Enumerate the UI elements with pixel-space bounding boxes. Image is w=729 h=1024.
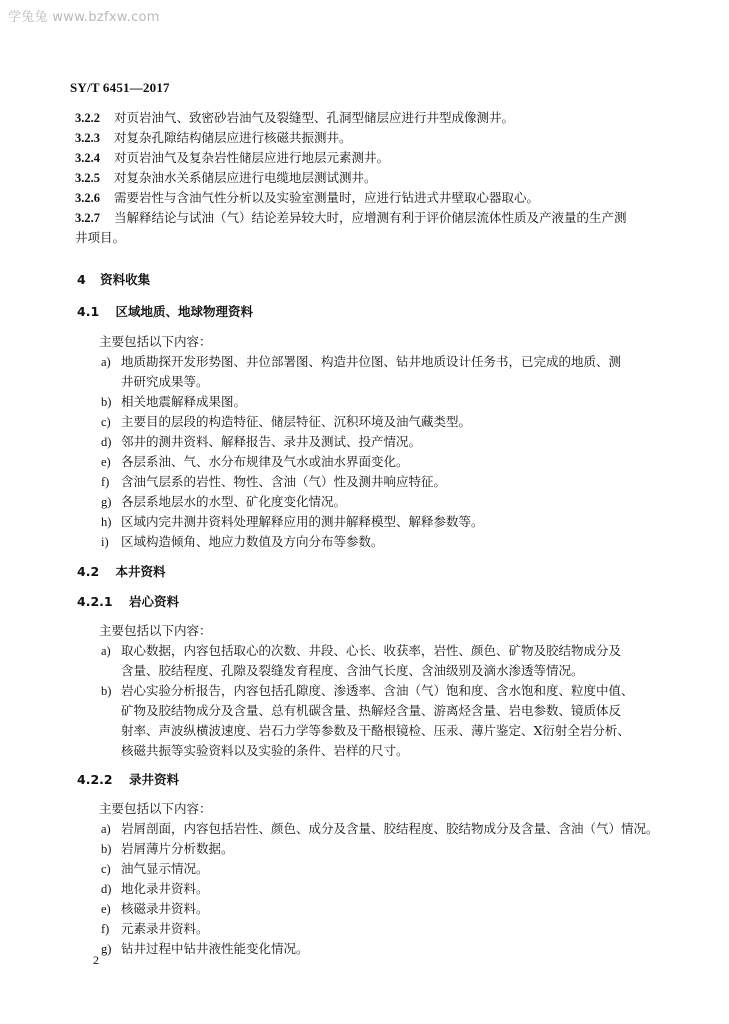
section-number: 4.1 bbox=[77, 304, 100, 319]
clause-line bbox=[75, 148, 627, 168]
list-item-text: 岩屑剖面，内容包括岩性、颜色、成分及含量、胶结程度、胶结物成分及含量、含油（气）情况。 bbox=[121, 821, 659, 836]
list-item-text: 各层系油、气、水分布规律及气水或油水界面变化。 bbox=[121, 454, 409, 469]
list-item-text: 地质勘探开发形势图、井位部署图、构造井位图、钻井地质设计任务书，已完成的地质、测 bbox=[121, 354, 622, 369]
list-item-label: f) bbox=[101, 475, 110, 489]
list-item-text: 含油气层系的岩性、物性、含油（气）性及测井响应特征。 bbox=[121, 474, 447, 489]
list-item-text: 核磁共振等实验资料以及实验的条件、岩样的尺寸。 bbox=[121, 743, 409, 758]
section-4-2-2-heading bbox=[77, 770, 179, 790]
clause-text: 对复杂油水关系储层应进行电缆地层测试测井。 bbox=[114, 170, 377, 185]
list-item-label: g) bbox=[101, 495, 112, 509]
list-item bbox=[101, 859, 659, 879]
clause-number: 3.2.7 bbox=[75, 211, 100, 225]
list-item-text: 邻井的测井资料、解释报告、录井及测试、投产情况。 bbox=[121, 434, 422, 449]
list-item bbox=[101, 839, 659, 859]
clause-text: 井项目。 bbox=[75, 230, 126, 245]
watermark-text: 学兔兔 www.bzfxw.com bbox=[8, 10, 160, 25]
clause-number: 3.2.3 bbox=[75, 131, 100, 145]
list-item-text: 相关地震解释成果图。 bbox=[121, 394, 247, 409]
clause-text: 对复杂孔隙结构储层应进行核磁共振测井。 bbox=[114, 130, 352, 145]
list-item bbox=[101, 681, 634, 701]
clause-continuation bbox=[75, 228, 627, 248]
list-item bbox=[101, 412, 621, 432]
clause-text: 当解释结论与试油（气）结论差异较大时，应增测有利于评价储层流体性质及产液量的生产测 bbox=[114, 210, 627, 225]
list-item-label: g) bbox=[101, 942, 112, 956]
list-item-text: 射率、声波纵横波速度、岩石力学等参数及干酪根镜检、压汞、薄片鉴定、X衍射全岩分析、 bbox=[121, 723, 630, 738]
list-item-label: b) bbox=[101, 395, 112, 409]
list-item bbox=[101, 392, 621, 412]
section-title: 区域地质、地球物理资料 bbox=[115, 304, 254, 319]
list-item-label: h) bbox=[101, 515, 112, 529]
section-4-2-1-list bbox=[101, 641, 634, 761]
list-item-label: c) bbox=[101, 415, 111, 429]
section-number: 4.2 bbox=[77, 564, 100, 579]
clause-line bbox=[75, 168, 627, 188]
clause-text: 需要岩性与含油气性分析以及实验室测量时，应进行钻进式井壁取心器取心。 bbox=[114, 190, 540, 205]
section-4-1-intro: 主要包括以下内容： bbox=[99, 334, 212, 349]
list-item-label: i) bbox=[101, 535, 109, 549]
list-item-text: 元素录井资料。 bbox=[121, 921, 209, 936]
list-item-label: a) bbox=[101, 355, 111, 369]
list-item bbox=[101, 641, 634, 661]
list-item-text: 核磁录井资料。 bbox=[121, 901, 209, 916]
clause-text: 对页岩油气、致密砂岩油气及裂缝型、孔洞型储层应进行井型成像测井。 bbox=[114, 110, 515, 125]
list-item bbox=[101, 492, 621, 512]
list-item-continuation bbox=[101, 741, 634, 761]
list-item-text: 取心数据，内容包括取心的次数、井段、心长、收获率，岩性、颜色、矿物及胶结物成分及 bbox=[121, 643, 622, 658]
list-item-label: d) bbox=[101, 435, 112, 449]
clause-number: 3.2.6 bbox=[75, 191, 100, 205]
section-4-2-heading bbox=[77, 562, 166, 582]
section-4-2-2-list bbox=[101, 819, 659, 959]
list-item-label: f) bbox=[101, 922, 110, 936]
section-title: 岩心资料 bbox=[128, 594, 179, 609]
list-item bbox=[101, 919, 659, 939]
list-item bbox=[101, 939, 659, 959]
section-4-2-2-intro: 主要包括以下内容： bbox=[99, 801, 212, 816]
list-item-text: 油气显示情况。 bbox=[121, 861, 209, 876]
list-item-label: e) bbox=[101, 455, 111, 469]
list-item-continuation bbox=[101, 721, 634, 741]
section-title: 本井资料 bbox=[115, 564, 166, 579]
list-item-text: 含量、胶结程度、孔隙及裂缝发育程度、含油气长度、含油级别及滴水渗透等情况。 bbox=[121, 663, 584, 678]
list-item-continuation bbox=[101, 661, 634, 681]
standard-code-header: SY/T 6451—2017 bbox=[70, 80, 170, 95]
list-item bbox=[101, 819, 659, 839]
list-item bbox=[101, 899, 659, 919]
list-item bbox=[101, 879, 659, 899]
list-item-text: 井研究成果等。 bbox=[121, 374, 209, 389]
list-item bbox=[101, 352, 621, 372]
clause-line bbox=[75, 128, 627, 148]
list-item-text: 岩心实验分析报告，内容包括孔隙度、渗透率、含油（气）饱和度、含水饱和度、粒度中值、 bbox=[121, 683, 634, 698]
clause-number: 3.2.5 bbox=[75, 171, 100, 185]
list-item-text: 各层系地层水的水型、矿化度变化情况。 bbox=[121, 494, 347, 509]
section-4-2-1-intro: 主要包括以下内容： bbox=[99, 623, 212, 638]
section-number: 4 bbox=[77, 272, 86, 287]
list-item-label: a) bbox=[101, 644, 111, 658]
list-item-text: 主要目的层段的构造特征、储层特征、沉积环境及油气藏类型。 bbox=[121, 414, 472, 429]
section-title: 资料收集 bbox=[100, 272, 151, 287]
page-number: 2 bbox=[93, 953, 99, 967]
clause-text: 对页岩油气及复杂岩性储层应进行地层元素测井。 bbox=[114, 150, 390, 165]
clause-line bbox=[75, 208, 627, 228]
list-item-continuation bbox=[101, 372, 621, 392]
list-item-text: 钻井过程中钻井液性能变化情况。 bbox=[121, 941, 309, 956]
list-item-label: b) bbox=[101, 684, 112, 698]
list-item-label: a) bbox=[101, 822, 111, 836]
clause-number: 3.2.2 bbox=[75, 111, 100, 125]
list-item bbox=[101, 432, 621, 452]
section-number: 4.2.1 bbox=[77, 594, 113, 609]
list-item-text: 地化录井资料。 bbox=[121, 881, 209, 896]
section-number: 4.2.2 bbox=[77, 772, 113, 787]
section-4-heading bbox=[77, 270, 150, 290]
clauses-3-2 bbox=[75, 108, 627, 248]
list-item-label: d) bbox=[101, 882, 112, 896]
list-item bbox=[101, 512, 621, 532]
list-item-label: b) bbox=[101, 842, 112, 856]
list-item-label: c) bbox=[101, 862, 111, 876]
section-title: 录井资料 bbox=[128, 772, 179, 787]
section-4-1-list bbox=[101, 352, 621, 552]
clause-line bbox=[75, 188, 627, 208]
clause-number: 3.2.4 bbox=[75, 151, 100, 165]
section-4-2-1-heading bbox=[77, 592, 179, 612]
list-item bbox=[101, 452, 621, 472]
list-item bbox=[101, 472, 621, 492]
list-item bbox=[101, 532, 621, 552]
section-4-1-heading bbox=[77, 302, 253, 322]
list-item-text: 矿物及胶结物成分及含量、总有机碳含量、热解烃含量、游离烃含量、岩电参数、镜质体反 bbox=[121, 703, 622, 718]
list-item-label: e) bbox=[101, 902, 111, 916]
list-item-text: 岩屑薄片分析数据。 bbox=[121, 841, 234, 856]
list-item-continuation bbox=[101, 701, 634, 721]
clause-line bbox=[75, 108, 627, 128]
list-item-text: 区域构造倾角、地应力数值及方向分布等参数。 bbox=[121, 534, 384, 549]
list-item-text: 区域内完井测井资料处理解释应用的测井解释模型、解释参数等。 bbox=[121, 514, 484, 529]
